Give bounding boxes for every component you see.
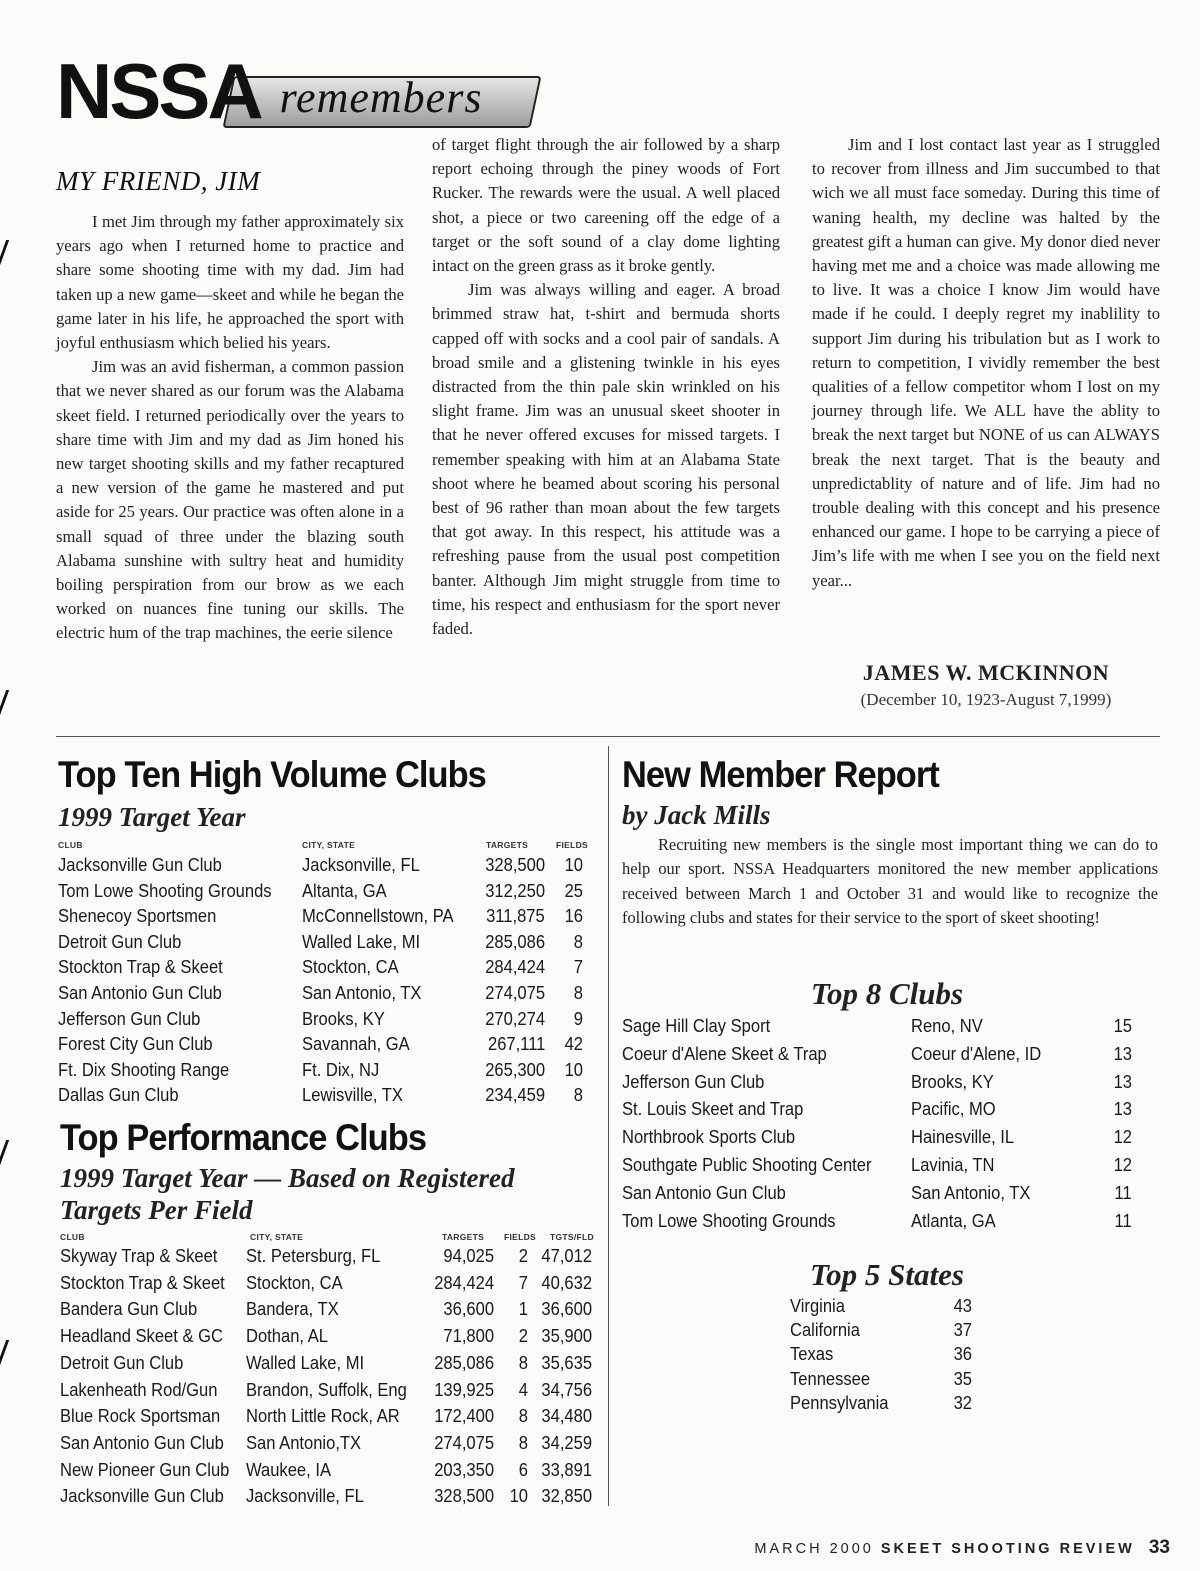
column-header: FIELDS: [504, 1232, 537, 1242]
article-title: MY FRIEND, JIM: [56, 166, 261, 196]
club-location: Atlanta, GA: [911, 1210, 996, 1231]
table-row: [58, 853, 598, 878]
column-header: CLUB: [58, 840, 83, 850]
new-member-intro-block: [622, 833, 1158, 931]
club-name: Northbrook Sports Club: [622, 1127, 796, 1148]
column-header: TARGETS: [442, 1232, 485, 1242]
targets-value: 172,400: [434, 1406, 494, 1427]
top-perf-table: [60, 1230, 600, 1515]
targets-value: 71,800: [443, 1326, 494, 1347]
table-row: [790, 1294, 990, 1319]
club-location: Stockton, CA: [246, 1272, 343, 1293]
section-divider: [56, 736, 1160, 737]
member-count: 13: [1113, 1099, 1132, 1120]
new-member-byline: by Jack Mills: [622, 800, 771, 830]
column-header: CLUB: [60, 1232, 85, 1242]
table-row: [60, 1324, 600, 1349]
article-paragraph: of target flight through the air followed by a sharp report echoing through the piney woods of Fort Rucker. The rewards were the usual. A well placed shot, a piece or two careening off the edge of a target or the soft sound of a clay dome lighting intact on the green grass as it broke gently.: [432, 135, 780, 276]
club-name: Stockton Trap & Skeet: [58, 957, 223, 978]
table-row: [622, 1125, 1132, 1150]
member-count: 13: [1113, 1043, 1132, 1064]
club-name: Jefferson Gun Club: [622, 1071, 765, 1092]
fields-value: 8: [518, 1432, 528, 1453]
margin-mark: [0, 240, 19, 274]
top-clubs-table: [622, 1014, 1132, 1238]
member-count: 12: [1113, 1155, 1132, 1175]
member-count: 32: [953, 1392, 972, 1413]
fields-value: 2: [518, 1246, 528, 1266]
club-location: San Antonio, TX: [911, 1182, 1031, 1203]
club-location: Brooks, KY: [302, 1008, 385, 1029]
club-location: Walled Lake, MI: [246, 1352, 365, 1373]
club-location: Coeur d'Alene, ID: [911, 1043, 1042, 1064]
member-count: 15: [1113, 1016, 1132, 1036]
targets-per-field-value: 36,600: [541, 1299, 592, 1320]
club-name: Stockton Trap & Skeet: [60, 1272, 225, 1293]
table-row: [622, 1209, 1132, 1234]
club-name: Coeur d'Alene Skeet & Trap: [622, 1043, 827, 1064]
club-name: Tom Lowe Shooting Grounds: [622, 1210, 836, 1231]
club-name: Headland Skeet & GC: [60, 1326, 223, 1347]
fields-value: 4: [518, 1379, 528, 1400]
club-name: Forest City Gun Club: [58, 1034, 213, 1055]
club-name: Jefferson Gun Club: [58, 1008, 201, 1029]
targets-value: 270,274: [485, 1008, 545, 1029]
targets-value: 274,075: [434, 1432, 494, 1453]
club-name: Blue Rock Sportsman: [60, 1406, 221, 1427]
page-number: 33: [1148, 1537, 1170, 1558]
club-location: Waukee, IA: [246, 1459, 331, 1480]
top-clubs-title: Top 8 Clubs: [810, 976, 964, 1011]
fields-value: 7: [573, 957, 583, 978]
club-name: Shenecoy Sportsmen: [58, 906, 217, 927]
club-name: Ft. Dix Shooting Range: [58, 1059, 230, 1080]
new-member-intro: Recruiting new members is the single most important thing we can do to help our sport. NSSA Headquarters monitored the new member applications received between March 1 and October 31 and would like to recognize the following clubs and states for their service to the sport of skeet shooting!: [622, 835, 1158, 928]
state-name: Tennessee: [790, 1368, 871, 1389]
table-row: [60, 1297, 600, 1322]
member-count: 37: [953, 1320, 972, 1341]
club-location: San Antonio,TX: [246, 1432, 362, 1453]
club-location: Pacific, MO: [911, 1099, 996, 1120]
column-header: FIELDS: [556, 840, 589, 850]
fields-value: 10: [564, 1059, 583, 1080]
table-row: [58, 930, 598, 955]
fields-value: 8: [518, 1352, 528, 1373]
club-name: New Pioneer Gun Club: [60, 1459, 230, 1480]
column-header: TARGETS: [486, 840, 529, 850]
targets-per-field-value: 32,850: [541, 1486, 592, 1507]
table-row: [58, 1058, 598, 1083]
table-row: [622, 1097, 1132, 1122]
targets-per-field-value: 40,632: [541, 1272, 592, 1293]
targets-value: 36,600: [443, 1299, 494, 1320]
club-location: Walled Lake, MI: [302, 931, 421, 952]
club-name: San Antonio Gun Club: [60, 1432, 224, 1453]
table-row: [58, 1032, 598, 1057]
table-row: [790, 1318, 990, 1343]
table-row: [622, 1070, 1132, 1095]
table-row: [58, 1007, 598, 1032]
table-row: [790, 1367, 990, 1392]
margin-mark: [0, 690, 19, 724]
top-perf-subtitle: 1999 Target Year — Based on Registered: [60, 1163, 515, 1193]
club-location: Stockton, CA: [302, 957, 399, 978]
table-row: [58, 904, 598, 929]
footer-issue: MARCH 2000: [754, 1541, 874, 1557]
margin-mark: [0, 1140, 19, 1174]
table-row: [60, 1351, 600, 1376]
table-row: [622, 1014, 1132, 1039]
fields-value: 1: [518, 1299, 528, 1320]
club-name: Sage Hill Clay Sport: [622, 1016, 771, 1036]
column-header: TGTS/FLD: [550, 1232, 594, 1242]
club-location: San Antonio, TX: [302, 983, 422, 1003]
footer-magazine: SKEET SHOOTING REVIEW: [880, 1541, 1135, 1557]
club-location: McConnellstown, PA: [302, 906, 454, 927]
table-row: [60, 1458, 600, 1483]
targets-value: 265,300: [485, 1059, 545, 1080]
targets-value: 94,025: [443, 1246, 494, 1266]
fields-value: 2: [518, 1326, 528, 1347]
table-row: [60, 1404, 600, 1429]
club-name: Tom Lowe Shooting Grounds: [58, 880, 272, 901]
state-name: Texas: [790, 1344, 834, 1365]
club-name: Bandera Gun Club: [60, 1299, 198, 1320]
club-name: Detroit Gun Club: [60, 1352, 184, 1373]
article-paragraph: Jim and I lost contact last year as I struggled to recover from illness and Jim succumbed to that wich we all must face someday. During this time of waning health, my decline was halted by the greatest gift a human can give. My donor died never having met me and a choice was made allowing me to live. It was a choice I know Jim would have made if he could. I deeply regret my inablility to support Jim during his tribulation but as I work to return to competition, I vividly remember the best qualities of a fellow competitor whom I lost on my journey through life. We ALL have the ablity to break the next target but NONE of us can ALWAYS break the next target. That is the beauty and unpredictablity of nature and of life. Jim had no trouble dealing with this concept and his presence enhanced our game. I hope to be carrying a piece of Jim’s life with me when I see you on the field next year...: [812, 135, 1160, 590]
club-name: Southgate Public Shooting Center: [622, 1155, 872, 1175]
club-location: Reno, NV: [911, 1016, 983, 1036]
table-row: [622, 1181, 1132, 1206]
targets-value: 328,500: [485, 855, 545, 875]
club-location: Ft. Dix, NJ: [302, 1059, 380, 1080]
club-location: Bandera, TX: [246, 1299, 339, 1320]
targets-value: 284,424: [485, 957, 545, 978]
state-name: Pennsylvania: [790, 1392, 889, 1413]
targets-per-field-value: 47,012: [541, 1246, 592, 1266]
article-paragraph: Jim was an avid fisherman, a common passion that we never shared as our forum was the Alabama skeet field. I returned periodically over the years to share time with Jim and my dad as Jim honed his new target shooting skills and my father recaptured a new version of the game he mastered and put aside for 25 years. Our practice was often alone in a small squad of three under the blazing south Alabama sunshine with sultry heat and humidity boiling perspiration from our brow as we each worked on nuances fine tuning our skills. The electric hum of the trap machines, the eerie silence: [56, 357, 404, 643]
masthead-banner-text: remembers: [279, 73, 483, 122]
fields-value: 9: [573, 1008, 583, 1029]
club-name: Dallas Gun Club: [58, 1085, 179, 1106]
page-footer: [700, 1537, 1170, 1559]
state-name: Virginia: [790, 1296, 845, 1316]
fields-value: 7: [518, 1272, 528, 1293]
club-location: Brooks, KY: [911, 1071, 994, 1092]
column-divider: [608, 746, 609, 1506]
top-ten-table: [58, 838, 598, 1114]
table-row: [60, 1484, 600, 1509]
targets-per-field-value: 35,635: [541, 1352, 592, 1373]
targets-value: 285,086: [434, 1352, 494, 1373]
targets-per-field-value: 35,900: [541, 1326, 592, 1347]
club-name: Skyway Trap & Skeet: [60, 1246, 218, 1266]
club-name: San Antonio Gun Club: [58, 983, 222, 1003]
fields-value: 8: [518, 1406, 528, 1427]
targets-per-field-value: 33,891: [541, 1459, 592, 1480]
masthead-logo: NSSA: [56, 47, 261, 135]
targets-per-field-value: 34,756: [541, 1379, 592, 1400]
signature-dates: (December 10, 1923-August 7,1999): [860, 690, 1112, 709]
fields-value: 8: [573, 983, 583, 1003]
club-name: San Antonio Gun Club: [622, 1182, 786, 1203]
club-location: North Little Rock, AR: [246, 1406, 400, 1427]
targets-value: 274,075: [485, 983, 545, 1003]
margin-mark: [0, 1340, 19, 1374]
targets-value: 234,459: [485, 1085, 545, 1106]
table-row: [622, 1153, 1132, 1178]
member-count: 36: [953, 1344, 972, 1365]
article-column-2: [432, 133, 780, 641]
fields-value: 25: [564, 880, 583, 901]
member-count: 12: [1113, 1127, 1132, 1148]
article-paragraph: I met Jim through my father approximately six years ago when I returned home to practice and share some shooting time with my dad. Jim had taken up a new game—skeet and while he began the game later in his life, he approached the sport with joyful enthusiasm which belied his years.: [56, 212, 404, 353]
member-count: 35: [953, 1368, 972, 1389]
targets-value: 328,500: [434, 1486, 494, 1507]
table-row: [60, 1431, 600, 1456]
targets-value: 284,424: [434, 1272, 494, 1293]
fields-value: 16: [564, 906, 583, 927]
club-location: Brandon, Suffolk, Eng: [246, 1379, 407, 1400]
top-states-table: [790, 1294, 990, 1418]
signature-name: JAMES W. MCKINNON: [862, 660, 1110, 685]
article-paragraph: Jim was always willing and eager. A broad brimmed straw hat, t-shirt and bermuda shorts capped off with socks and a cool pair of sandals. A broad smile and a glistening twinkle in his eyes distracted from the thin pale skin wrinkled on his slight frame. Jim was an unusual skeet shooter in that he never offered excuses for missed targets. I remember speaking with him at an Alabama State shoot where he beamed about scoring his personal best of 96 rather than moan about the few targets that got away. In this respect, his attitude was a refreshing pause from the usual post competition banter. Although Jim might struggle from time to time, his respect and enthusiasm for the sport never faded.: [432, 280, 780, 639]
club-location: Lewisville, TX: [302, 1085, 403, 1106]
new-member-title: New Member Report: [622, 754, 939, 795]
fields-value: 10: [509, 1486, 528, 1507]
table-row: [60, 1244, 600, 1269]
fields-value: 8: [573, 931, 583, 952]
club-name: Jacksonville Gun Club: [60, 1486, 224, 1507]
targets-per-field-value: 34,480: [541, 1406, 592, 1427]
club-location: Jacksonville, FL: [246, 1486, 364, 1507]
table-row: [622, 1042, 1132, 1067]
table-row: [58, 981, 598, 1006]
table-row: [790, 1391, 990, 1416]
member-count: 11: [1114, 1210, 1132, 1231]
club-location: St. Petersburg, FL: [246, 1246, 381, 1266]
table-row: [58, 1083, 598, 1108]
club-name: Jacksonville Gun Club: [58, 855, 222, 875]
member-count: 11: [1114, 1182, 1132, 1203]
state-name: California: [790, 1320, 860, 1341]
top-perf-title: Top Performance Clubs: [60, 1117, 427, 1158]
table-row: [60, 1271, 600, 1296]
member-count: 43: [953, 1296, 972, 1316]
targets-value: 312,250: [485, 880, 545, 901]
table-row: [58, 879, 598, 904]
club-name: Detroit Gun Club: [58, 931, 182, 952]
club-location: Hainesville, IL: [911, 1127, 1015, 1148]
column-header: CITY, STATE: [250, 1232, 304, 1242]
member-count: 13: [1113, 1071, 1132, 1092]
club-location: Savannah, GA: [302, 1034, 410, 1055]
top-ten-title: Top Ten High Volume Clubs: [58, 754, 486, 795]
table-row: [60, 1378, 600, 1403]
targets-per-field-value: 34,259: [541, 1432, 592, 1453]
top-perf-subtitle-2: Targets Per Field: [60, 1195, 253, 1225]
targets-value: 139,925: [434, 1379, 494, 1400]
column-header: CITY, STATE: [302, 840, 356, 850]
targets-value: 267,111: [487, 1034, 545, 1055]
club-name: Lakenheath Rod/Gun: [60, 1379, 218, 1400]
club-name: St. Louis Skeet and Trap: [622, 1099, 804, 1120]
top-states-title: Top 5 States: [810, 1257, 964, 1292]
top-ten-subtitle: 1999 Target Year: [58, 802, 246, 832]
table-row: [790, 1342, 990, 1367]
article-column-1: [56, 210, 404, 646]
club-location: Dothan, AL: [246, 1326, 328, 1347]
targets-value: 311,875: [486, 906, 545, 927]
fields-value: 8: [573, 1085, 583, 1106]
fields-value: 10: [564, 855, 583, 875]
targets-value: 203,350: [434, 1459, 494, 1480]
fields-value: 6: [518, 1459, 528, 1480]
club-location: Jacksonville, FL: [302, 855, 420, 875]
club-location: Lavinia, TN: [911, 1155, 995, 1175]
table-row: [58, 955, 598, 980]
club-location: Altanta, GA: [302, 880, 387, 901]
targets-value: 285,086: [485, 931, 545, 952]
article-column-3: [812, 133, 1160, 593]
fields-value: 42: [564, 1034, 583, 1055]
